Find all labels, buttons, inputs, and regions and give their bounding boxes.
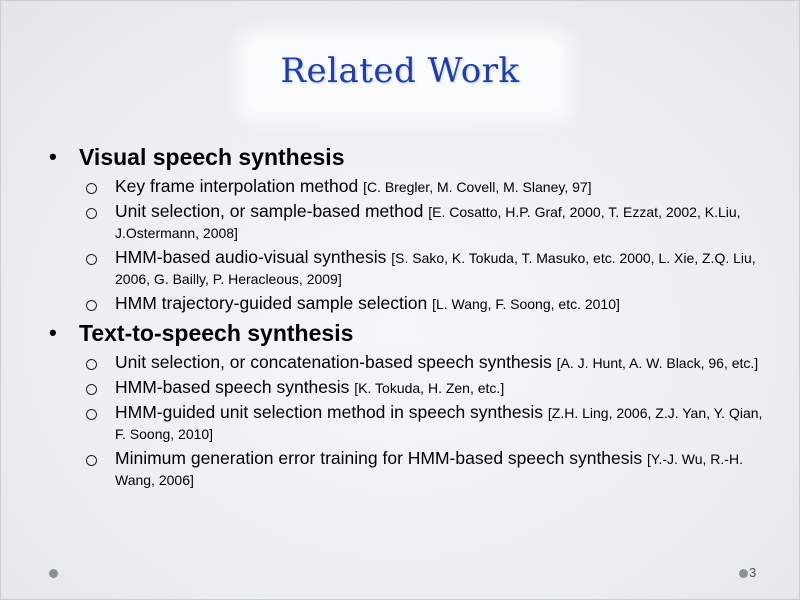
list-item (45, 352, 765, 374)
item-citation: [L. Wang, F. Soong, etc. 2010] (432, 296, 620, 312)
item-citation: [S. Sako, K. Tokuda, T. Masuko, etc. 2000, L. Xie, Z.Q. Liu, 2006, G. Bailly, P. Heracleous, 2009] (115, 250, 756, 287)
section-heading: • Text-to-speech synthesis (45, 317, 765, 349)
item-text: Unit selection, or sample-based method (115, 201, 429, 221)
list-item (45, 201, 765, 244)
circle-bullet-icon (86, 208, 97, 219)
item-text: HMM-based audio-visual synthesis (115, 247, 392, 267)
bullet-icon: • (49, 144, 57, 169)
item-citation: [E. Cosatto, H.P. Graf, 2000, T. Ezzat, 2002, K.Liu, J.Ostermann, 2008] (115, 204, 741, 241)
circle-bullet-icon (86, 254, 97, 265)
item-citation: [Y.-J. Wu, R.-H. Wang, 2006] (115, 451, 743, 488)
item-citation: [C. Bregler, M. Covell, M. Slaney, 97] (363, 179, 592, 195)
section-heading: • Visual speech synthesis (45, 141, 765, 173)
item-text: Key frame interpolation method (115, 176, 364, 196)
bullet-icon: • (49, 320, 57, 345)
slide-content (45, 141, 765, 491)
list-item (45, 448, 765, 491)
list-item (45, 377, 765, 399)
circle-bullet-icon (86, 409, 97, 420)
circle-bullet-icon (86, 183, 97, 194)
footer-left-dot-icon (49, 569, 58, 578)
circle-bullet-icon (86, 455, 97, 466)
item-text: HMM-based speech synthesis (115, 377, 355, 397)
list-item (45, 293, 765, 315)
item-citation: [Z.H. Ling, 2006, Z.J. Yan, Y. Qian, F. Soong, 2010] (115, 405, 763, 442)
item-citation: [A. J. Hunt, A. W. Black, 96, etc.] (556, 355, 759, 371)
page-number: 3 (749, 565, 757, 580)
list-item (45, 402, 765, 445)
circle-bullet-icon (86, 359, 97, 370)
list-item (45, 176, 765, 198)
footer-right-dot-icon (739, 569, 748, 578)
item-text: Unit selection, or concatenation-based speech synthesis (115, 352, 557, 372)
circle-bullet-icon (86, 384, 97, 395)
section-visual-speech (45, 141, 765, 315)
item-text: HMM-guided unit selection method in speech synthesis (115, 402, 548, 422)
item-text: Minimum generation error training for HMM-based speech synthesis (115, 448, 648, 468)
list-item (45, 247, 765, 290)
item-text: HMM trajectory-guided sample selection (115, 293, 433, 313)
slide-title: Related Work (280, 51, 520, 91)
circle-bullet-icon (86, 300, 97, 311)
section-text-to-speech (45, 317, 765, 491)
item-citation: [K. Tokuda, H. Zen, etc.] (354, 380, 505, 396)
